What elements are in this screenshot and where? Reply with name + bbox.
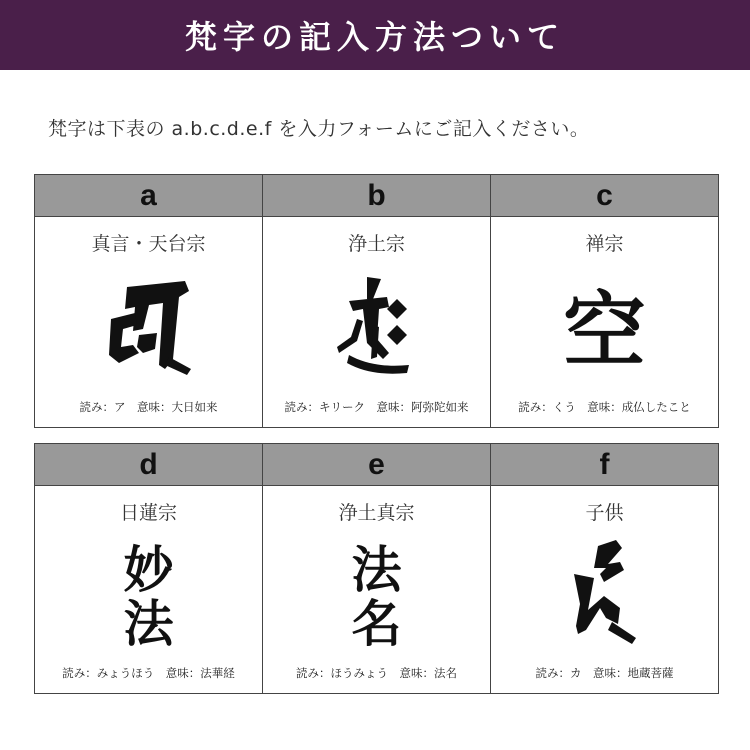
column-header-a: a — [35, 175, 263, 217]
bonji-cell-e — [263, 486, 491, 694]
bonji-kiriku-icon — [263, 269, 490, 379]
reading-caption: 読み：ほうみょう 意味：法名 — [296, 666, 457, 680]
bonji-cell-c — [491, 217, 719, 428]
bonji-cell-a — [35, 217, 263, 428]
glyph-line: 法 — [351, 540, 402, 599]
sect-label: 子供 — [585, 502, 624, 524]
sect-label: 浄土宗 — [347, 233, 405, 255]
glyph-line: 名 — [351, 594, 402, 653]
reading-caption: 読み：みょうほう 意味：法華経 — [62, 666, 235, 680]
bonji-cell-f — [491, 486, 719, 694]
bonji-glyph — [351, 540, 402, 653]
column-header-d: d — [35, 444, 263, 486]
glyph-line: 妙 — [123, 540, 174, 599]
bonji-table-top — [34, 174, 719, 428]
column-header-c: c — [491, 175, 719, 217]
bonji-glyph: 空 — [563, 282, 646, 379]
bonji-a-icon — [35, 269, 262, 379]
intro-text: 梵字は下表の a.b.c.d.e.f を入力フォームにご記入ください。 — [48, 118, 590, 140]
reading-caption: 読み：カ 意味：地蔵菩薩 — [535, 666, 674, 680]
bonji-glyph — [123, 540, 174, 653]
page-title: 梵字の記入方法ついて — [184, 18, 565, 56]
column-header-e: e — [263, 444, 491, 486]
sect-label: 日蓮宗 — [119, 502, 177, 524]
bonji-cell-b — [263, 217, 491, 428]
column-header-f: f — [491, 444, 719, 486]
bonji-cell-d — [35, 486, 263, 694]
bonji-ka-icon — [491, 538, 718, 648]
reading-caption: 読み：ア 意味：大日如来 — [79, 400, 218, 414]
bonji-table-bottom — [34, 443, 719, 694]
column-header-b: b — [263, 175, 491, 217]
sect-label: 禅宗 — [585, 233, 624, 255]
reading-caption: 読み：キリーク 意味：阿弥陀如来 — [284, 400, 469, 414]
glyph-line: 法 — [123, 594, 174, 653]
title-banner — [0, 0, 750, 70]
sect-label: 浄土真宗 — [338, 502, 415, 524]
reading-caption: 読み：くう 意味：成仏したこと — [518, 400, 691, 414]
sect-label: 真言・天台宗 — [91, 233, 206, 255]
